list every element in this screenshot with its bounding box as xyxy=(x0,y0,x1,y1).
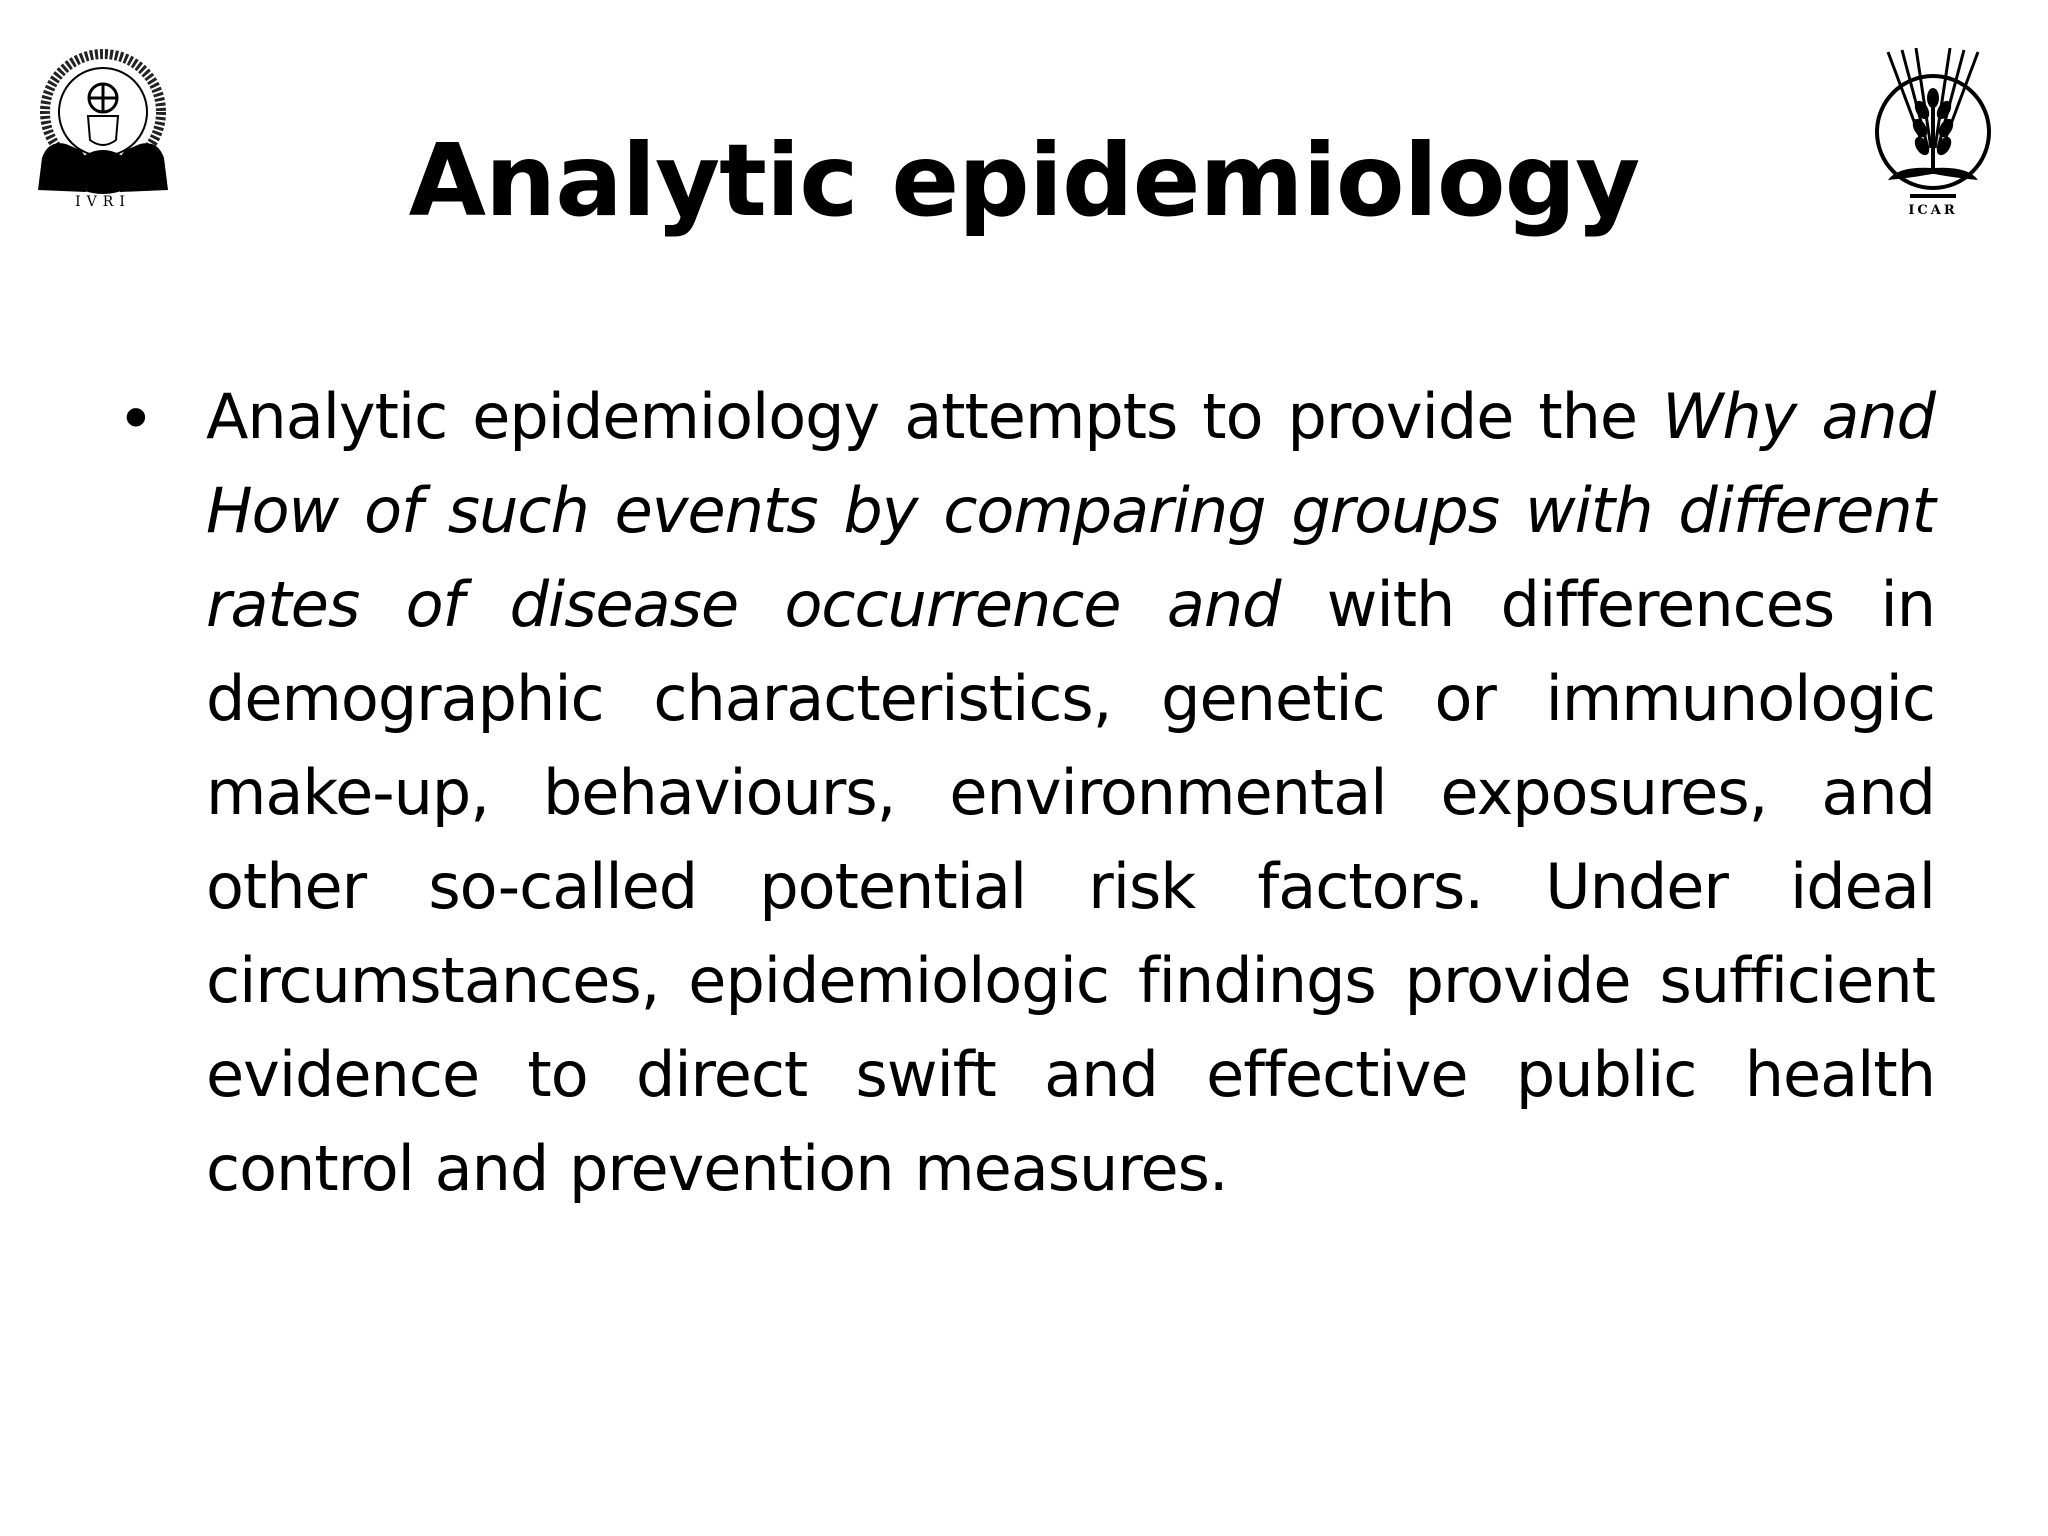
slide-body xyxy=(120,370,1935,1216)
bullet-dot-icon: • xyxy=(124,379,148,455)
paragraph-text-italic: Why and How of such events by comparing groups with different rates of disease occurrence and xyxy=(206,380,1935,641)
svg-text:ICAR: ICAR xyxy=(1908,203,1958,218)
bullet-item xyxy=(120,370,1935,1216)
paragraph-text-rest: with differences in demographic characteristics, genetic or immunologic make-up, behaviours, environmental exposures, and other so-called potential risk factors. Under ideal circumstances, epidemiologic findings provide sufficient evidence to direct swift and effective public health control and prevention measures. xyxy=(206,568,1936,1205)
bullet-paragraph xyxy=(206,370,1935,1216)
svg-text:IVRI: IVRI xyxy=(75,194,131,210)
paragraph-text-lead: Analytic epidemiology attempts to provide the xyxy=(206,380,1663,453)
slide-title: Analytic epidemiology xyxy=(408,122,1640,239)
